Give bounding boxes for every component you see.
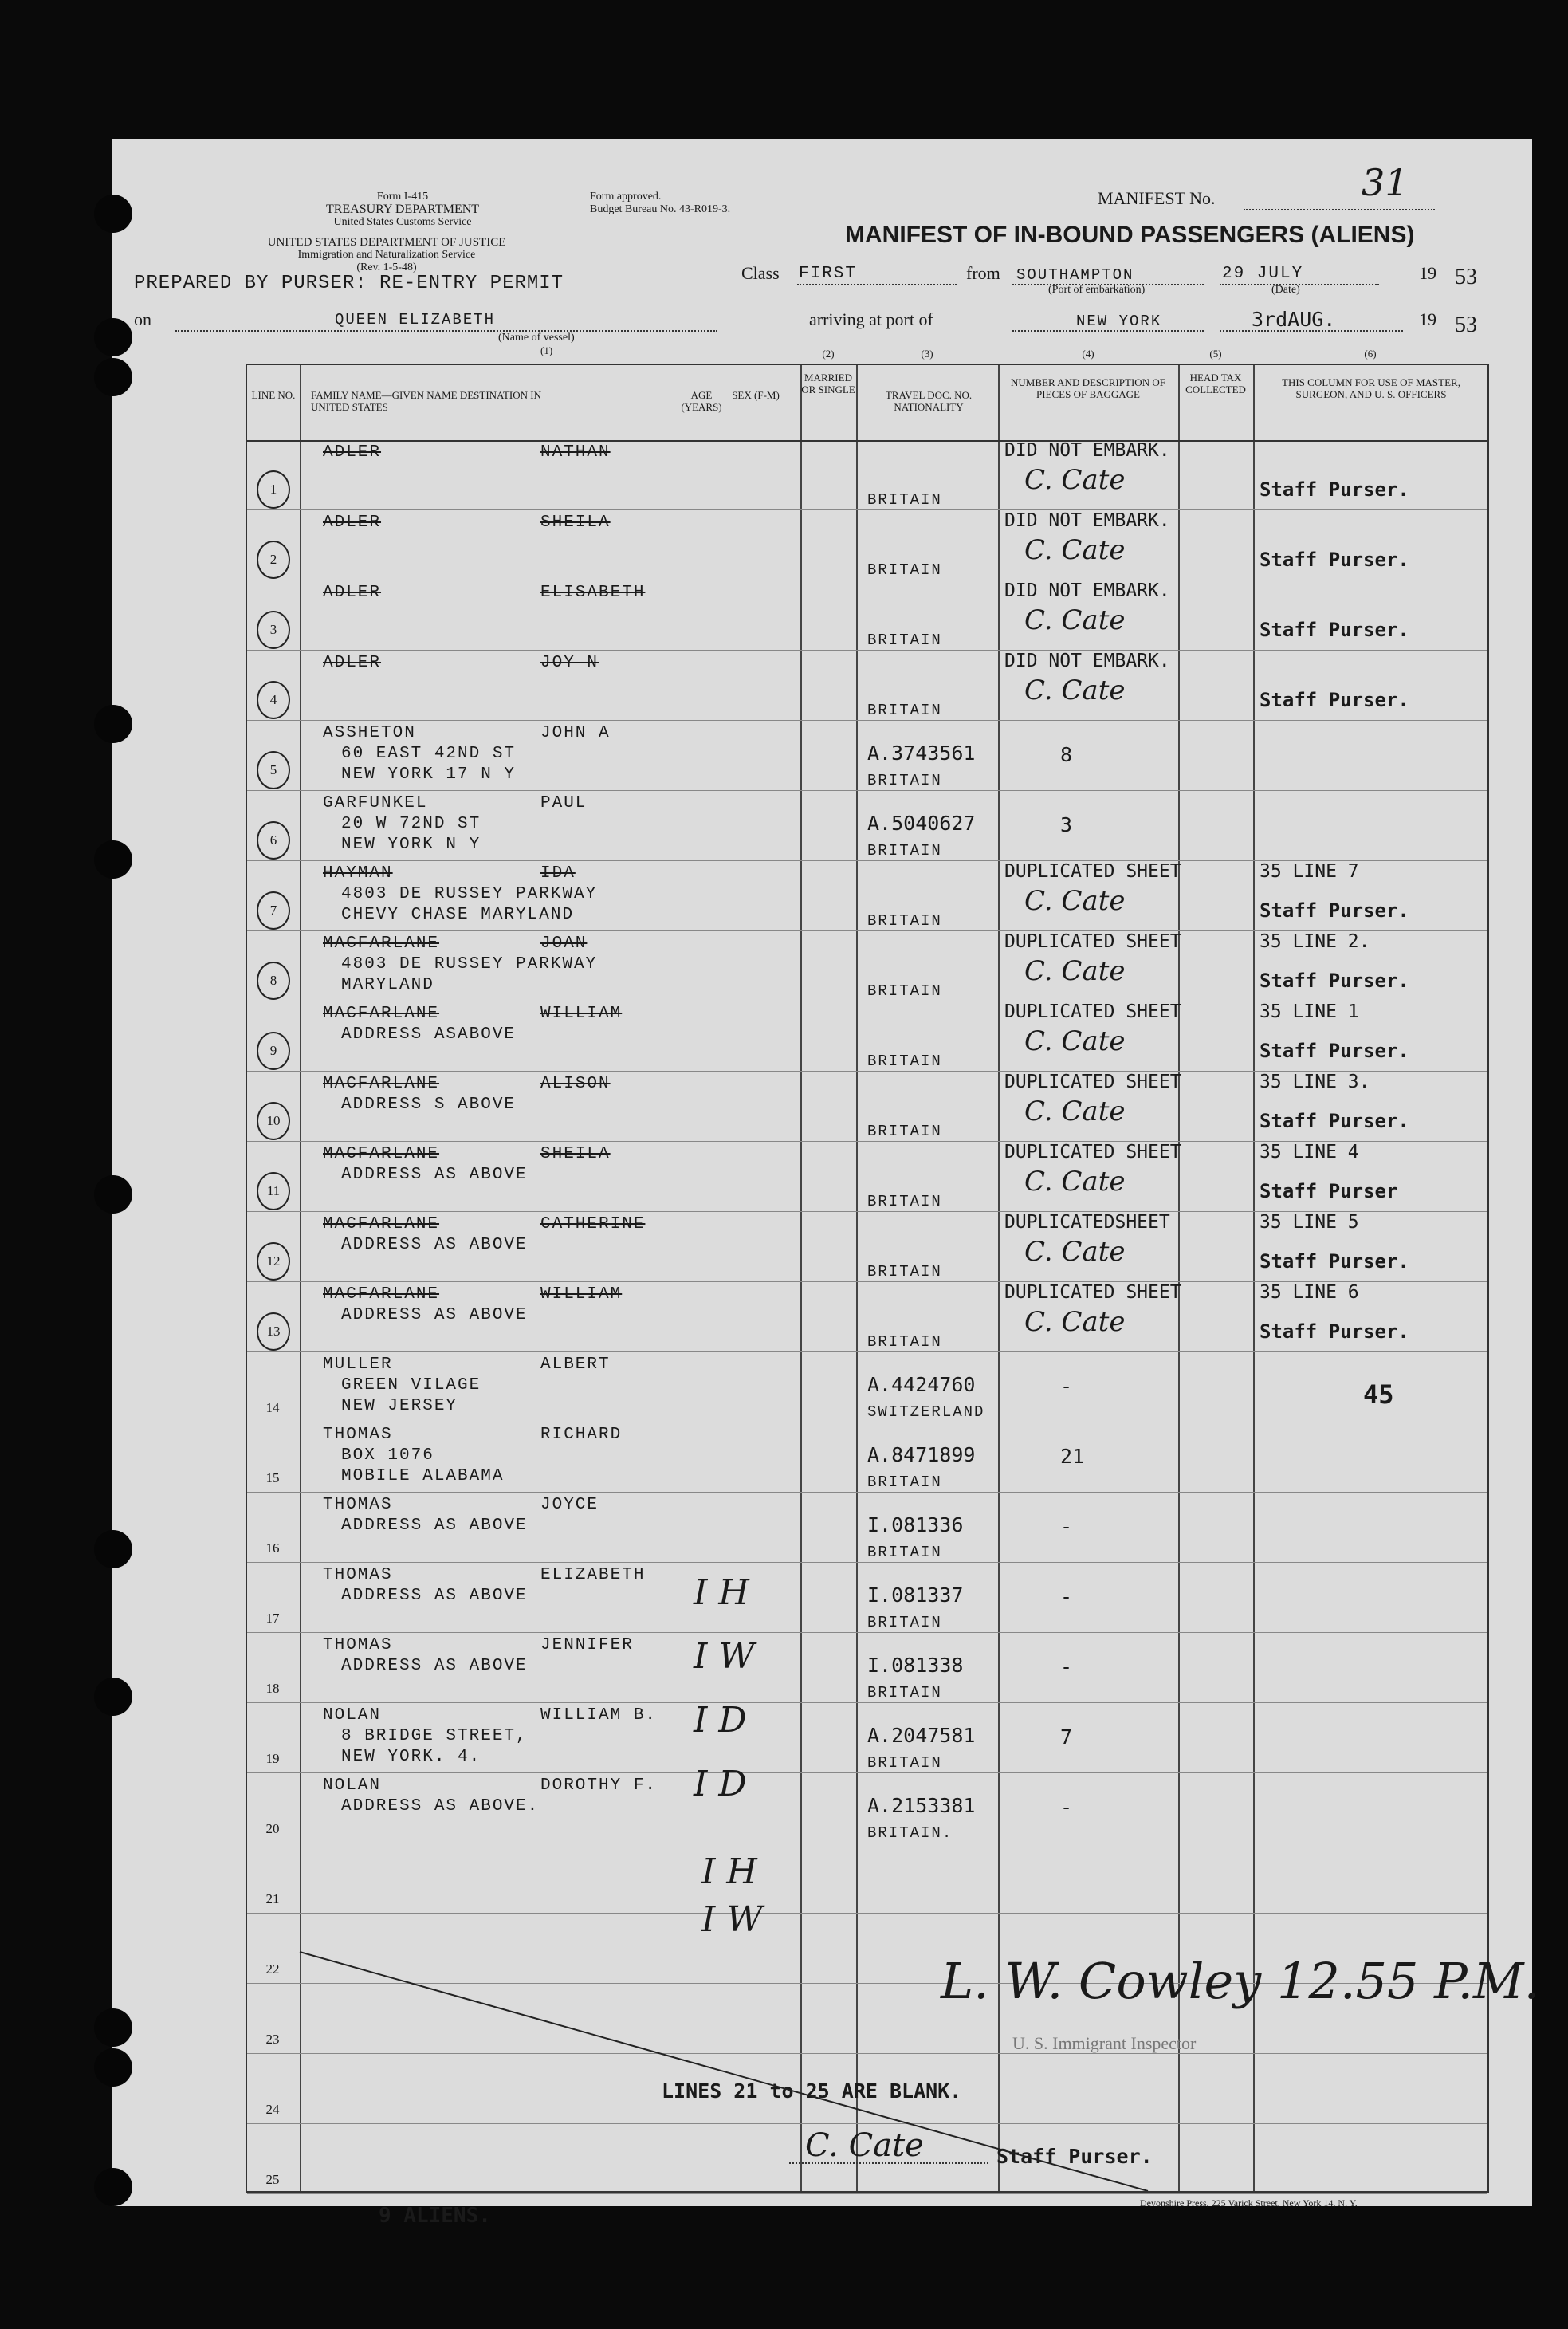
inspector-title: U. S. Immigrant Inspector [1012,2033,1197,2053]
passenger-surname: ADLER [323,584,382,602]
date-caption: (Date) [1271,284,1300,296]
baggage: 7 [1060,1725,1073,1749]
line-number: 24 [265,2102,280,2117]
officer-note: Staff Purser [1260,1180,1398,1202]
binder-hole [94,2008,132,2047]
officer-note: Staff Purser. [1260,899,1409,922]
line-number: 11 [257,1172,290,1210]
nationality: BRITAIN [867,772,942,789]
binder-hole [94,840,132,879]
travel-doc-no: A.8471899 [867,1443,976,1466]
baggage: DID NOT EMBARK. [1004,580,1170,601]
nationality: BRITAIN [867,1123,942,1140]
passenger-given-name: ELIZABETH [540,1566,646,1584]
nationality: BRITAIN [867,1684,942,1702]
printer-info: Devonshire Press, 225 Varick Street, New York 14, N. Y. [1140,2197,1358,2209]
passenger-given-name: SHEILA [540,1145,611,1163]
address-line-1: 20 W 72ND ST [341,815,481,833]
passenger-table [246,348,1540,2193]
line-number: 25 [265,2172,280,2187]
line-number: 1 [257,470,290,509]
passenger-given-name: WILLIAM [540,1005,623,1023]
manifest-no-label: MANIFEST No. [1098,188,1216,208]
from-caption: (Port of embarkation) [1048,284,1146,296]
from-label: from [966,263,1000,283]
purser-initials: C. Cate [1024,885,1126,917]
line-number: 8 [257,962,290,1000]
passenger-given-name: ALISON [540,1075,611,1093]
nationality: BRITAIN [867,842,942,860]
address-line-1: 8 BRIDGE STREET, [341,1727,528,1745]
duplicate-ref: 35 LINE 5 [1260,1212,1359,1233]
passenger-given-name: CATHERINE [540,1215,646,1233]
binder-hole [94,2048,132,2087]
nationality: BRITAIN [867,912,942,930]
passenger-given-name: PAUL [540,794,588,812]
on-label: on [134,309,151,329]
baggage: - [1060,1796,1073,1819]
line-number: 9 [257,1032,290,1070]
col-sex: SEX (F-M) [732,389,780,401]
passenger-surname: ASSHETON [323,724,416,742]
passenger-given-name: ELISABETH [540,584,646,602]
passenger-surname: ADLER [323,513,382,532]
form-info: Form I-415 TREASURY DEPARTMENT United States Customs Service [325,191,480,228]
passenger-surname: MACFARLANE [323,1215,440,1233]
year-value-2: 53 [1455,313,1477,337]
passenger-surname: MACFARLANE [323,934,440,953]
year-prefix-2: 19 [1419,309,1436,329]
binder-hole [94,318,132,356]
officer-note: Staff Purser. [1260,1110,1409,1132]
line-number: 14 [265,1400,280,1415]
baggage: - [1060,1585,1073,1608]
travel-doc-no: I.081337 [867,1583,964,1607]
address-line-1: ADDRESS AS ABOVE [341,1517,528,1535]
duplicate-ref: 35 LINE 1 [1260,1001,1359,1022]
passenger-given-name: DOROTHY F. [540,1776,658,1795]
baggage: - [1060,1515,1073,1538]
passenger-given-name: JOY N [540,654,599,672]
line-number: 15 [265,1470,280,1485]
alien-count: 9 ALIENS. [379,2204,491,2228]
passenger-given-name: JOHN A [540,724,611,742]
handwritten-marks-thomas: I H I W I D I D [694,1572,755,1804]
duplicate-ref: 35 LINE 6 [1260,1282,1359,1303]
baggage: DUPLICATED SHEET [1004,1142,1181,1163]
duplicate-ref: 35 LINE 2. [1260,931,1370,952]
address-line-2: CHEVY CHASE MARYLAND [341,906,575,924]
from-port: SOUTHAMPTON [1016,266,1134,284]
address-line-1: ADDRESS ASABOVE [341,1025,517,1044]
line-number: 16 [265,1540,280,1556]
address-line-1: 4803 DE RUSSEY PARKWAY [341,885,598,903]
vessel-name: QUEEN ELIZABETH [335,311,496,328]
vessel-col-num: (1) [540,344,553,356]
arriving-label: arriving at port of [809,309,933,329]
nationality: BRITAIN [867,1333,942,1351]
col-married: MARRIED OR SINGLE [801,372,855,395]
col-baggage-num: (4) [1082,348,1094,360]
nationality: SWITZERLAND [867,1403,985,1421]
nationality: BRITAIN [867,631,942,649]
nationality: BRITAIN [867,1754,942,1772]
col-officers-num: (6) [1364,348,1377,360]
address-line-2: NEW YORK. 4. [341,1748,481,1766]
passenger-surname: THOMAS [323,1426,393,1444]
purser-initials: C. Cate [1024,1236,1126,1268]
manifest-number: 31 [1362,161,1409,204]
manifest-page [112,139,1540,2228]
purser-initials: C. Cate [1024,1306,1126,1338]
col-travel-num: (3) [921,348,933,360]
purser-initials: C. Cate [1024,464,1126,496]
passenger-surname: MACFARLANE [323,1145,440,1163]
line-number: 13 [257,1312,290,1351]
duplicate-ref: 35 LINE 4 [1260,1142,1359,1163]
baggage: 8 [1060,743,1073,766]
departure-date: 29 JULY [1222,265,1304,283]
travel-doc-no: A.2047581 [867,1724,976,1747]
purser-initials: C. Cate [1024,534,1126,566]
line-number: 21 [265,1891,280,1906]
address-line-2: MARYLAND [341,976,434,994]
page-title: MANIFEST OF IN-BOUND PASSENGERS (ALIENS) [845,222,1415,248]
binder-hole [94,1530,132,1568]
address-line-1: 4803 DE RUSSEY PARKWAY [341,955,598,974]
passenger-surname: THOMAS [323,1566,393,1584]
nationality: BRITAIN [867,1263,942,1281]
nationality: BRITAIN. [867,1824,953,1842]
nationality: BRITAIN [867,982,942,1000]
col-line-no: LINE NO. [251,389,296,401]
duplicate-ref: 35 LINE 3. [1260,1072,1370,1092]
line-number: 3 [257,611,290,649]
purser-initials: C. Cate [1024,1166,1126,1198]
travel-doc-no: A.2153381 [867,1794,976,1817]
address-line-1: ADDRESS AS ABOVE [341,1166,528,1184]
travel-doc-no: I.081336 [867,1513,964,1536]
purser-initials: C. Cate [1024,955,1126,987]
purser-initials: C. Cate [1024,1096,1126,1127]
line-number: 12 [257,1242,290,1281]
col-tax: HEAD TAX COLLECTED [1185,372,1246,395]
passenger-surname: MACFARLANE [323,1005,440,1023]
arrival-date: 3rdAUG. [1252,308,1336,331]
binder-hole [94,2168,132,2206]
justice-info: UNITED STATES DEPARTMENT OF JUSTICE Immigration and Naturalization Service (Rev. 1-5-48) [267,236,506,273]
passenger-surname: NOLAN [323,1776,382,1795]
inspector-signature: L. W. Cowley 12.55 P.M. [941,1952,1540,2010]
line-number: 17 [265,1611,280,1626]
travel-doc-no: I.081338 [867,1654,964,1677]
nationality: BRITAIN [867,1473,942,1491]
line-number: 7 [257,891,290,930]
baggage: - [1060,1375,1073,1398]
line-number: 19 [265,1751,280,1766]
address-line-1: ADDRESS AS ABOVE [341,1306,528,1324]
nationality: BRITAIN [867,702,942,719]
line-number: 18 [265,1681,280,1696]
address-line-1: ADDRESS AS ABOVE. [341,1797,540,1816]
address-line-1: ADDRESS AS ABOVE [341,1587,528,1605]
class-label: Class [741,263,780,283]
officer-note: 45 [1363,1379,1394,1410]
year-prefix: 19 [1419,263,1436,283]
purser-signature: C. Cate [805,2127,924,2164]
passenger-given-name: ALBERT [540,1355,611,1374]
address-line-1: ADDRESS S ABOVE [341,1096,517,1114]
officer-note: Staff Purser. [1260,1320,1409,1343]
binder-hole [94,195,132,233]
col-age: AGE (YEARS) [681,389,722,413]
address-line-1: 60 EAST 42ND ST [341,745,517,763]
baggage: DUPLICATED SHEET [1004,1072,1181,1092]
address-line-2: NEW YORK 17 N Y [341,765,517,784]
address-line-1: GREEN VILAGE [341,1376,481,1395]
baggage: DID NOT EMBARK. [1004,510,1170,531]
address-line-1: BOX 1076 [341,1446,434,1465]
passenger-surname: MULLER [323,1355,393,1374]
passenger-given-name: JOYCE [540,1496,599,1514]
handwritten-marks-nolan: I H I W [701,1851,763,1940]
passenger-surname: ADLER [323,443,382,462]
line-number: 4 [257,681,290,719]
purser-title: Staff Purser. [996,2145,1153,2168]
binder-hole [94,358,132,396]
passenger-surname: ADLER [323,654,382,672]
officer-note: Staff Purser. [1260,549,1409,571]
passenger-given-name: IDA [540,864,576,883]
line-number: 5 [257,751,290,789]
baggage: 3 [1060,813,1073,836]
passenger-given-name: RICHARD [540,1426,623,1444]
purser-initials: C. Cate [1024,604,1126,636]
line-number: 2 [257,541,290,579]
binder-hole [94,705,132,743]
year-value: 53 [1455,265,1477,289]
officer-note: Staff Purser. [1260,970,1409,992]
baggage: DUPLICATEDSHEET [1004,1212,1170,1233]
prepared-by: PREPARED BY PURSER: RE-ENTRY PERMIT [134,273,564,294]
passenger-given-name: WILLIAM B. [540,1706,658,1725]
passenger-surname: MACFARLANE [323,1285,440,1304]
passenger-surname: NOLAN [323,1706,382,1725]
baggage: DID NOT EMBARK. [1004,651,1170,671]
officer-note: Staff Purser. [1260,619,1409,641]
address-line-1: ADDRESS AS ABOVE [341,1236,528,1254]
row-divider [247,2193,1487,2194]
baggage: DID NOT EMBARK. [1004,440,1170,461]
nationality: BRITAIN [867,491,942,509]
col-name: FAMILY NAME—GIVEN NAME DESTINATION IN UNITED STATES [311,389,542,413]
col-tax-num: (5) [1209,348,1222,360]
vessel-caption: (Name of vessel) [498,332,575,344]
binder-hole [94,1175,132,1214]
travel-doc-no: A.4424760 [867,1373,976,1396]
blank-lines-note: LINES 21 to 25 ARE BLANK. [662,2079,962,2103]
passenger-given-name: SHEILA [540,513,611,532]
baggage: 21 [1060,1445,1085,1468]
address-line-2: NEW YORK N Y [341,836,481,854]
nationality: BRITAIN [867,1193,942,1210]
col-travel: TRAVEL DOC. NO. NATIONALITY [885,389,973,413]
duplicate-ref: 35 LINE 7 [1260,861,1359,882]
purser-initials: C. Cate [1024,1025,1126,1057]
binder-hole [94,1678,132,1716]
line-number: 23 [265,2032,280,2047]
address-line-2: NEW JERSEY [341,1397,458,1415]
cancel-line [247,365,1487,2191]
nationality: BRITAIN [867,1544,942,1561]
baggage: DUPLICATED SHEET [1004,861,1181,882]
passenger-given-name: JENNIFER [540,1636,634,1654]
line-number: 20 [265,1821,280,1836]
passenger-given-name: NATHAN [540,443,611,462]
travel-doc-no: A.5040627 [867,812,976,835]
line-number: 6 [257,821,290,860]
passenger-given-name: JOAN [540,934,588,953]
passenger-surname: THOMAS [323,1636,393,1654]
baggage: - [1060,1655,1073,1678]
class-value: FIRST [799,265,858,283]
officer-note: Staff Purser. [1260,478,1409,501]
arrival-port: NEW YORK [1076,313,1162,330]
passenger-surname: GARFUNKEL [323,794,428,812]
col-baggage: NUMBER AND DESCRIPTION OF PIECES OF BAGGAGE [1011,376,1165,400]
col-officers: THIS COLUMN FOR USE OF MASTER, SURGEON, AND U. S. OFFICERS [1282,376,1460,400]
nationality: BRITAIN [867,1052,942,1070]
passenger-surname: MACFARLANE [323,1075,440,1093]
nationality: BRITAIN [867,1614,942,1631]
line-number: 22 [265,1961,280,1977]
officer-note: Staff Purser. [1260,689,1409,711]
line-number: 10 [257,1102,290,1140]
baggage: DUPLICATED SHEET [1004,1282,1181,1303]
officer-note: Staff Purser. [1260,1040,1409,1062]
col-married-num: (2) [822,348,835,360]
address-line-2: MOBILE ALABAMA [341,1467,505,1485]
approval-info: Form approved. Budget Bureau No. 43-R019-3. [590,191,731,215]
passenger-given-name: WILLIAM [540,1285,623,1304]
passenger-surname: THOMAS [323,1496,393,1514]
baggage: DUPLICATED SHEET [1004,931,1181,952]
baggage: DUPLICATED SHEET [1004,1001,1181,1022]
travel-doc-no: A.3743561 [867,742,976,765]
purser-initials: C. Cate [1024,675,1126,706]
passenger-surname: HAYMAN [323,864,393,883]
nationality: BRITAIN [867,561,942,579]
officer-note: Staff Purser. [1260,1250,1409,1273]
address-line-1: ADDRESS AS ABOVE [341,1657,528,1675]
